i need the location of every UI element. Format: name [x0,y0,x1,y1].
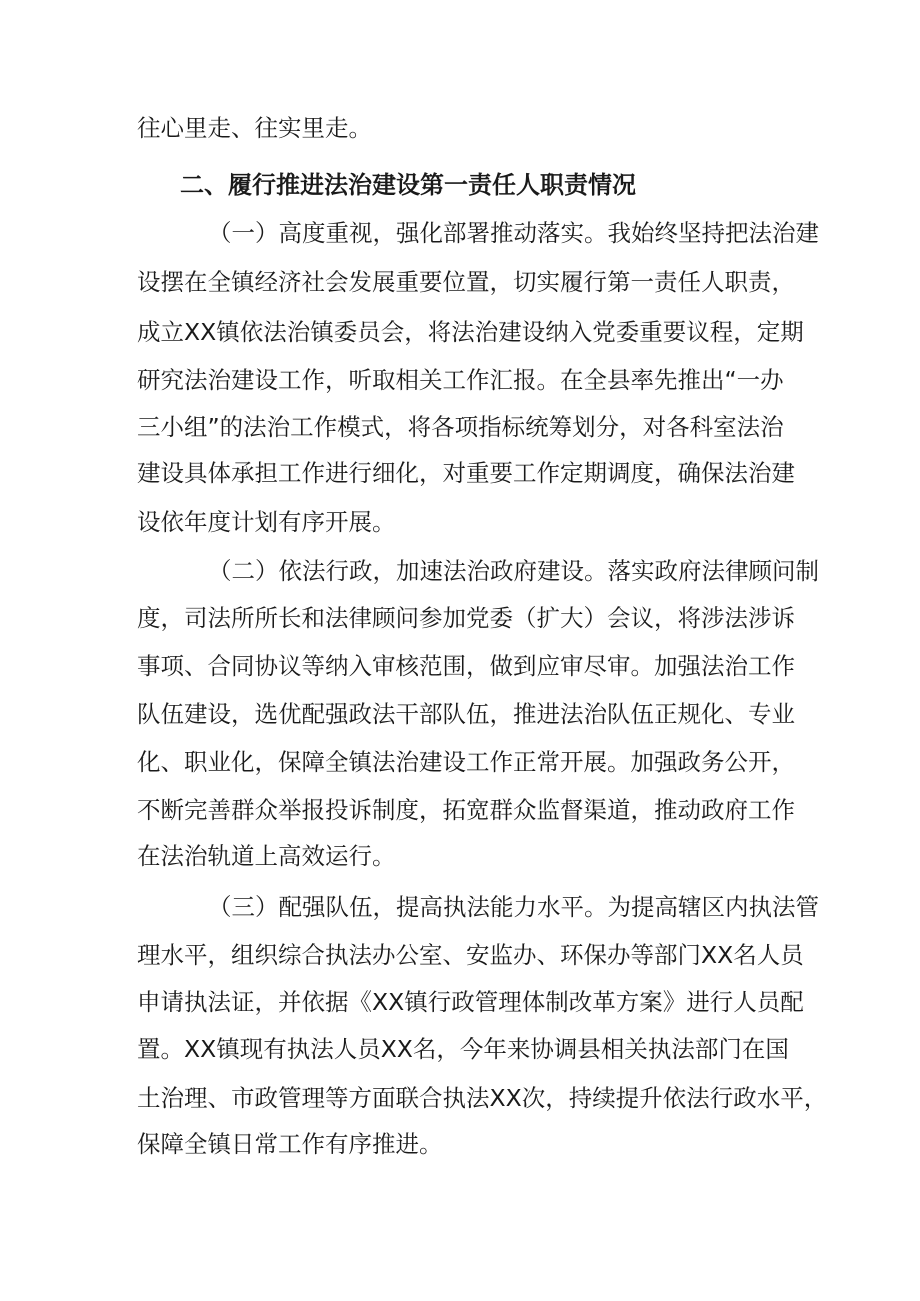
text-line: 建设具体承担工作进行细化，对重要工作定期调度，确保法治建 [137,459,795,487]
text-line: 往心里走、往实里走。 [137,114,372,142]
text-line: 度，司法所所长和法律顾问参加党委（扩大）会议，将涉法涉诉 [137,604,795,632]
text-line: 申请执法证，并依据《XX镇行政管理体制改革方案》进行人员配 [137,988,804,1016]
text-line: 不断完善群众举报投诉制度，拓宽群众监督渠道，推动政府工作 [137,796,795,824]
text-line: 土治理、市政管理等方面联合执法XX次，持续提升依法行政水平， [137,1084,828,1112]
text-line: （二）依法行政，加速法治政府建设。落实政府法律顾问制 [208,557,819,585]
text-line: 保障全镇日常工作有序推进。 [137,1130,443,1158]
text-line: （三）配强队伍，提高执法能力水平。为提高辖区内执法管 [208,893,819,921]
text-line: （一）高度重视，强化部署推动落实。我始终坚持把法治建 [208,219,819,247]
text-line: 设摆在全镇经济社会发展重要位置，切实履行第一责任人职责， [137,268,795,296]
text-line: 设依年度计划有序开展。 [137,508,396,536]
text-line: 事项、合同协议等纳入审核范围，做到应审尽审。加强法治工作 [137,652,795,680]
text-line: 化、职业化，保障全镇法治建设工作正常开展。加强政务公开， [137,748,795,776]
text-line: 理水平，组织综合执法办公室、安监办、环保办等部门XX名人员 [137,941,804,969]
text-line: 队伍建设，选优配强政法干部队伍，推进法治队伍正规化、专业 [137,700,795,728]
text-line: 成立XX镇依法治镇委员会，将法治建设纳入党委重要议程，定期 [137,318,804,346]
text-line: 研究法治建设工作，听取相关工作汇报。在全县率先推出“一办 [137,366,784,394]
section-heading: 二、履行推进法治建设第一责任人职责情况 [180,171,636,199]
text-line: 三小组”的法治工作模式，将各项指标统筹划分，对各科室法治 [137,413,784,441]
text-line: 在法治轨道上高效运行。 [137,842,396,870]
text-line: 置。XX镇现有执法人员XX名，今年来协调县相关执法部门在国 [137,1035,789,1063]
